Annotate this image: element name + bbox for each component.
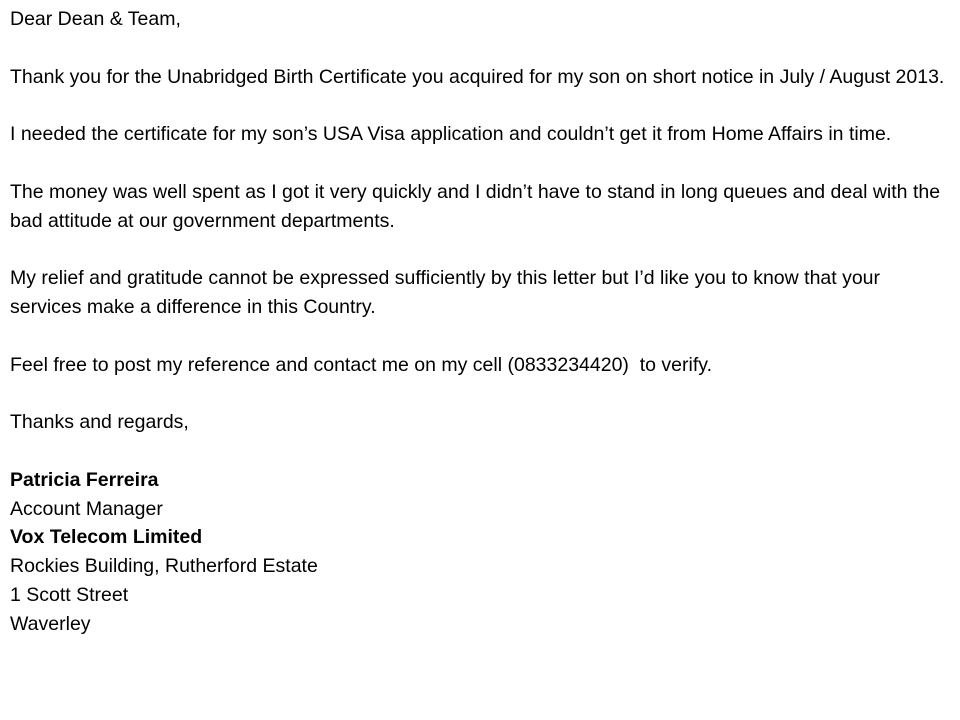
letter-paragraph-3: The money was well spent as I got it very quickly and I didn’t have to stand in long queues and deal with the bad attitude at our government departments. <box>10 180 941 232</box>
letter-closing: Thanks and regards, <box>10 411 189 434</box>
letter-paragraph-2: I needed the certificate for my son’s USA Visa application and couldn’t get it from Home Affairs in time. <box>10 123 892 146</box>
signature-title: Account Manager <box>10 497 163 520</box>
letter-paragraph-4: My relief and gratitude cannot be expressed sufficiently by this letter but I’d like you to know that your services make a difference in this Country. <box>10 267 881 318</box>
letter-paragraph-1: Thank you for the Unabridged Birth Certificate you acquired for my son on short notice in July / August 2013. <box>10 65 945 88</box>
signature-block <box>10 466 945 639</box>
letter-greeting: Dear Dean & Team, <box>10 8 181 30</box>
signature-company: Vox Telecom Limited <box>10 526 203 549</box>
testimonial-letter <box>10 5 945 639</box>
signature-address-line-2: 1 Scott Street <box>10 583 129 606</box>
letter-paragraph-5: Feel free to post my reference and contact me on my cell (0833234420) to verify. <box>10 353 712 376</box>
signature-address-line-1: Rockies Building, Rutherford Estate <box>10 555 318 578</box>
signature-name: Patricia Ferreira <box>10 468 159 491</box>
signature-address-line-3: Waverley <box>10 612 91 635</box>
